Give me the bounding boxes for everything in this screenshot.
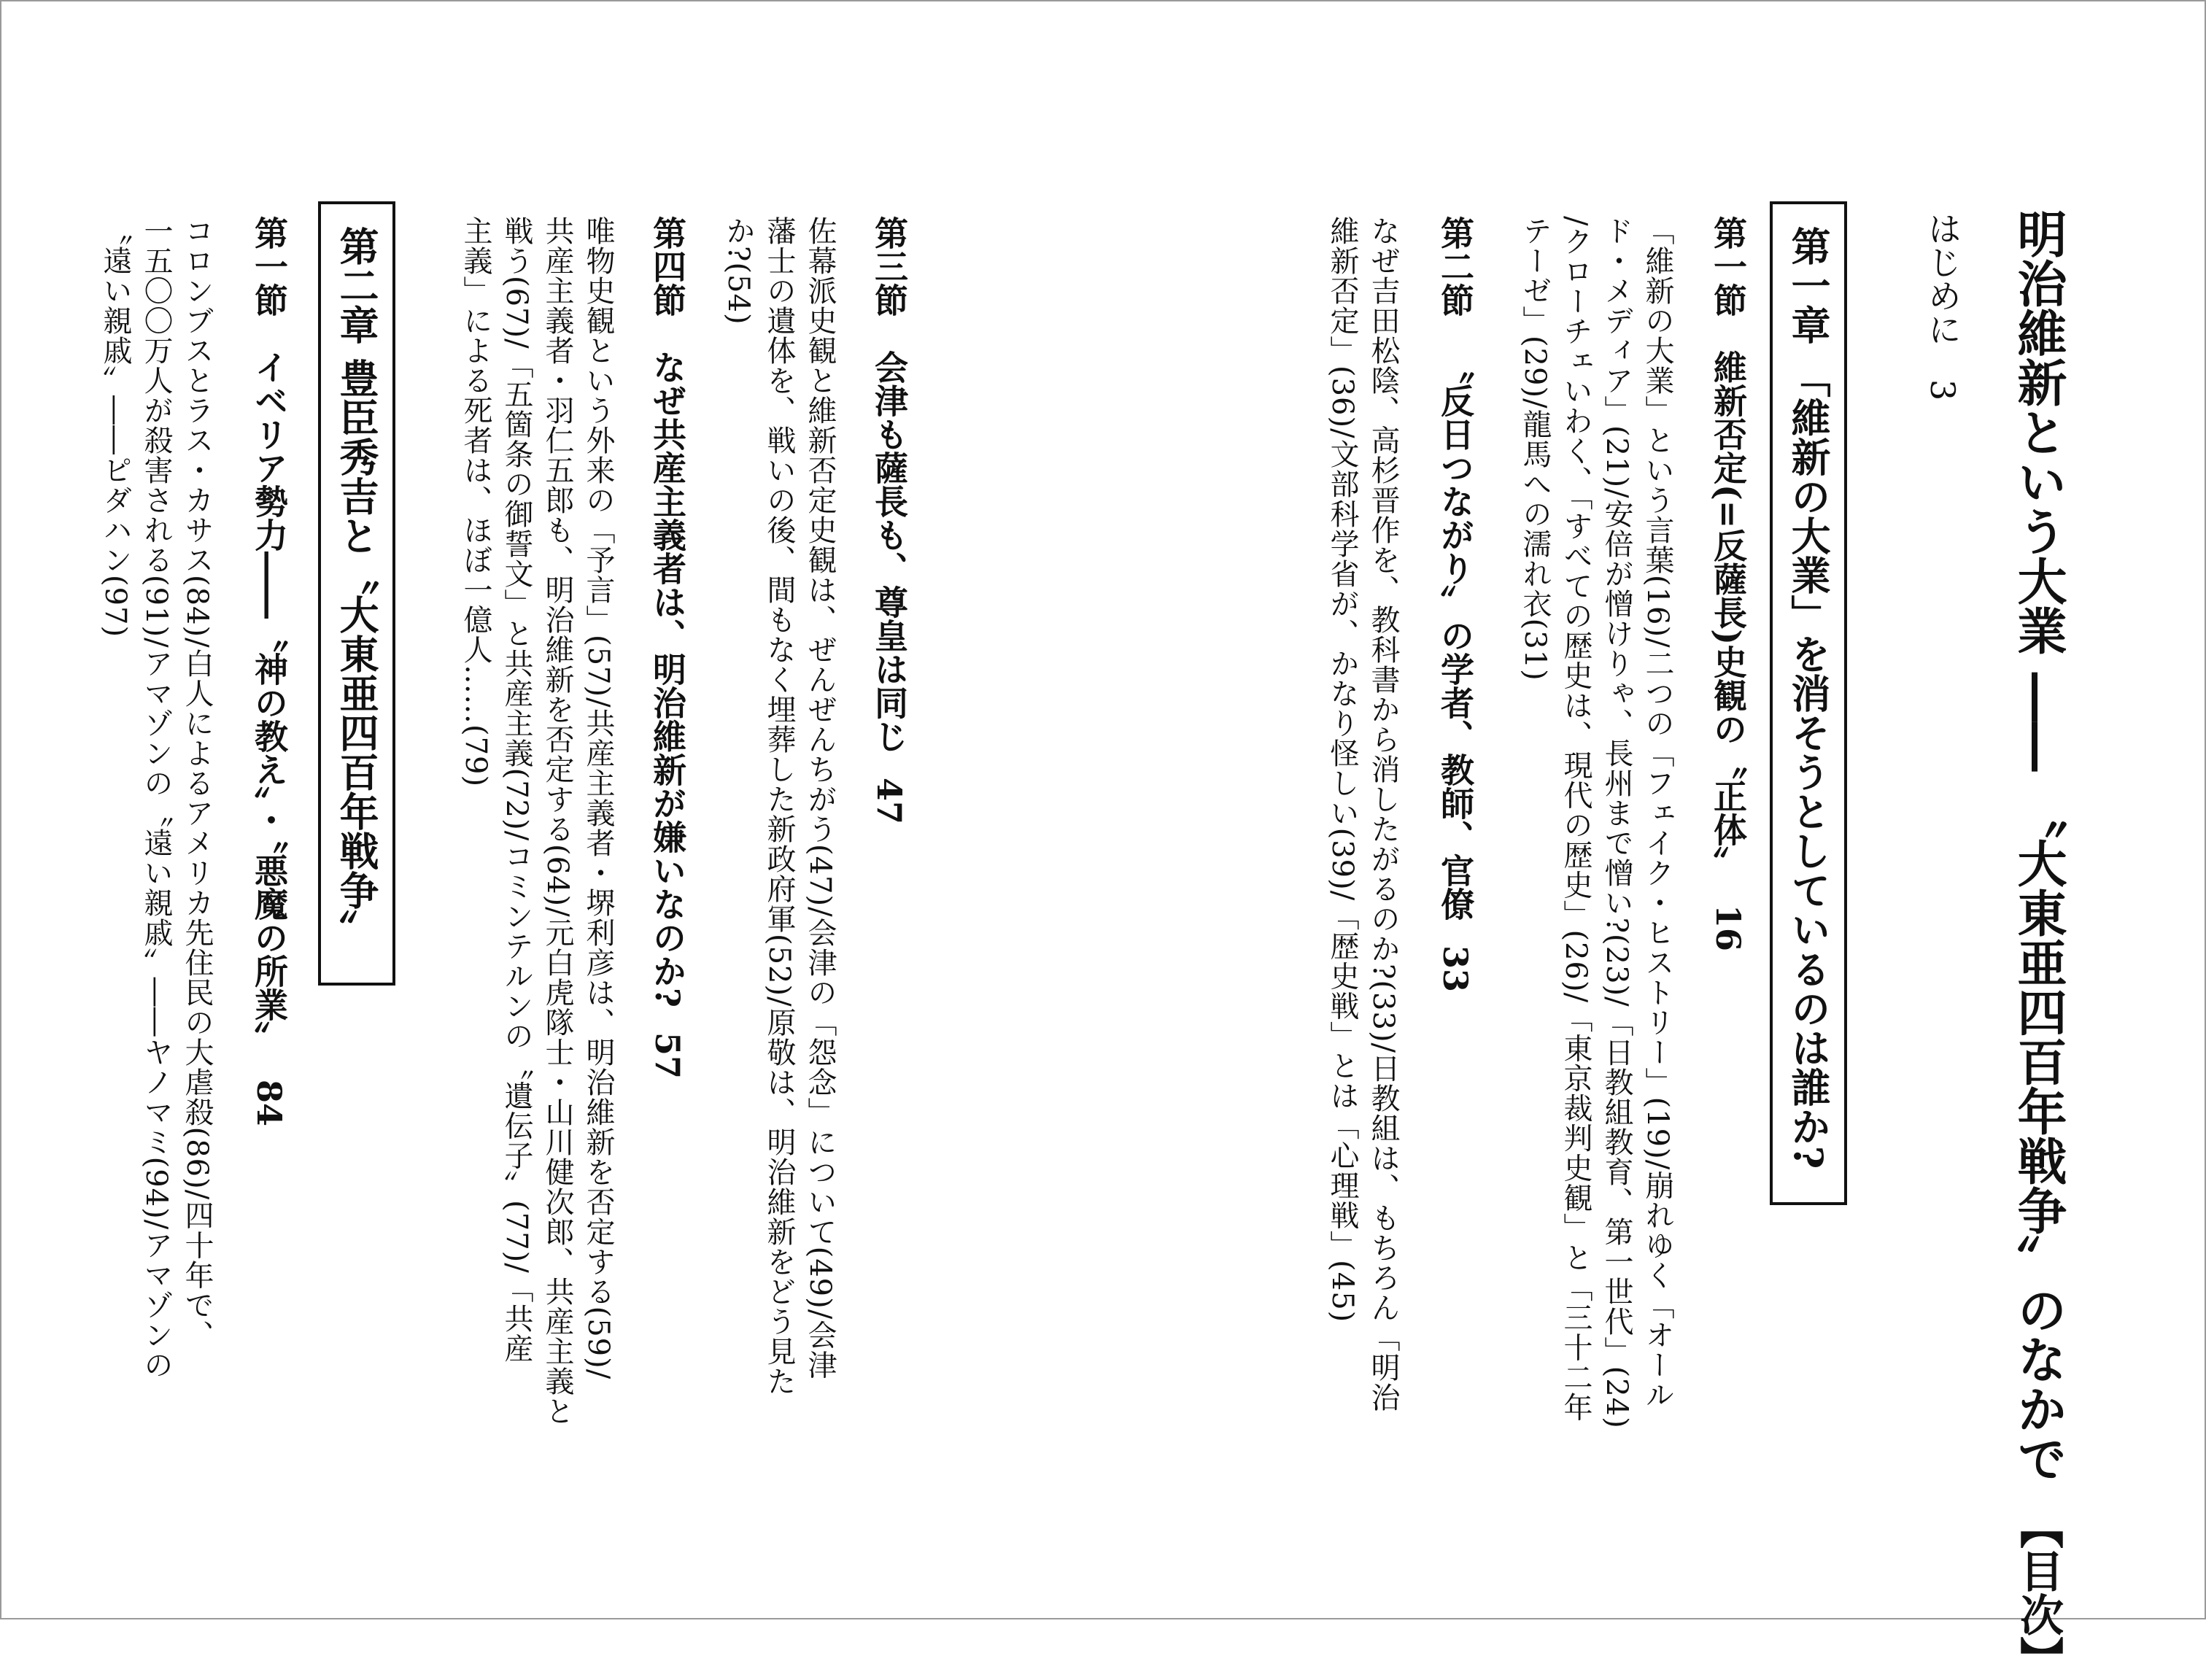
section-body-line: 「維新の大業」という言葉(16)/二つの「フェイク・ヒストリー」(19)/崩れゆく「オール	[1641, 216, 1674, 1410]
section-body-line: 一五〇〇万人が殺害される(91)/アマゾンの〝遠い親戚〟――ヤノマミ(94)/アマゾンの	[139, 216, 173, 1380]
book-title-text: 明治維新という大業 ―― 〝大東亜四百年戦争〟のなかで	[2009, 209, 2067, 1484]
section-page: 84	[249, 1080, 289, 1127]
chapter-1-heading	[1770, 201, 1847, 1205]
section-title: イベリア勢力――〝神の教え〟・〝悪魔の所業〟	[249, 350, 289, 1055]
section-body-line: 共産主義者・羽仁五郎も、明治維新を否定する(64)/元白虎隊士・山川健次郎、共産主義と	[541, 216, 574, 1426]
section-heading	[870, 216, 909, 825]
section-body-line: か?(54)	[721, 216, 755, 325]
chapter-2-title: 第二章 豊臣秀吉と〝大東亜四百年戦争〟	[333, 226, 380, 949]
section-heading	[1436, 216, 1475, 993]
section-body-line: コロンブスとラス・カサス(84)/白人によるアメリカ先住民の大虐殺(86)/四十年で、	[180, 216, 214, 1350]
section-body-line: 戦う(67)/「五箇条の御誓文」と共産主義(72)/コミンテルンの〝遺伝子〟(77)/「共産	[500, 216, 533, 1363]
intro-page: 3	[1923, 379, 1962, 401]
book-title	[2009, 209, 2067, 1680]
section-title: 維新否定(=反薩長)史観の〝正体〟	[1708, 350, 1748, 880]
section-label: 第四節	[648, 216, 687, 317]
section-page: 16	[1708, 905, 1748, 952]
section-body-line: テーゼ」(29)/龍馬への濡れ衣(31)	[1518, 216, 1552, 681]
section-body-line: 〝遠い親戚〟――ピダハン(97)	[98, 216, 132, 638]
section-body-line: 藩士の遺体を、戦いの後、間もなく埋葬した新政府軍(52)/原敬は、明治維新をどう見た	[762, 216, 796, 1396]
section-page: 57	[648, 1031, 687, 1079]
section-body-line: ド・メディア」(21)/安倍が憎けりゃ、長州まで憎い?(23)/「日教組教育、第一世代」(24)	[1600, 216, 1633, 1429]
section-label: 第二節	[1436, 216, 1475, 317]
section-title: なぜ共産主義者は、明治維新が嫌いなのか?	[648, 350, 687, 1007]
section-title: 会津も薩長も、尊皇は同じ	[870, 350, 909, 753]
section-label: 第一節	[1708, 216, 1748, 317]
section-body-line: 主義」による死者は、ほぼ一億人……(79)	[459, 216, 492, 788]
section-title: 〝反日つながり〟の学者、教師、官僚	[1436, 350, 1475, 921]
section-label: 第三節	[870, 216, 909, 317]
contents-tag: 【目次】	[2013, 1505, 2064, 1680]
section-body-line: 唯物史観という外来の「予言」(57)/共産主義者・堺利彦は、明治維新を否定する(59)/	[581, 216, 615, 1380]
section-heading	[1708, 216, 1748, 952]
section-label: 第一節	[249, 216, 289, 317]
section-body-line: 維新否定」(36)/文部科学省が、かなり怪しい(39)/「歴史戦」とは「心理戦」(45)	[1325, 216, 1359, 1323]
intro-label: はじめに	[1923, 212, 1962, 346]
section-body-line: なぜ吉田松陰、高杉晋作を、教科書から消したがるのか?(33)/日教組は、もちろん「明治	[1366, 216, 1400, 1413]
section-page: 33	[1436, 945, 1475, 993]
section-heading	[249, 216, 289, 1127]
chapter-2-heading	[318, 201, 395, 986]
section-heading	[648, 216, 687, 1079]
intro-entry	[1923, 212, 1962, 401]
chapter-1-title: 第一章 「維新の大業」を消そうとしているのは誰か?	[1785, 226, 1832, 1169]
section-page: 47	[870, 778, 909, 825]
section-body-line: 佐幕派史観と維新否定史観は、ぜんぜんちがう(47)/会津の「怨念」について(49)/会津	[803, 216, 837, 1380]
section-body-line: /クローチェいわく、「すべての歴史は、現代の歴史」(26)/「東京裁判史観」と「三十二年	[1559, 216, 1592, 1422]
